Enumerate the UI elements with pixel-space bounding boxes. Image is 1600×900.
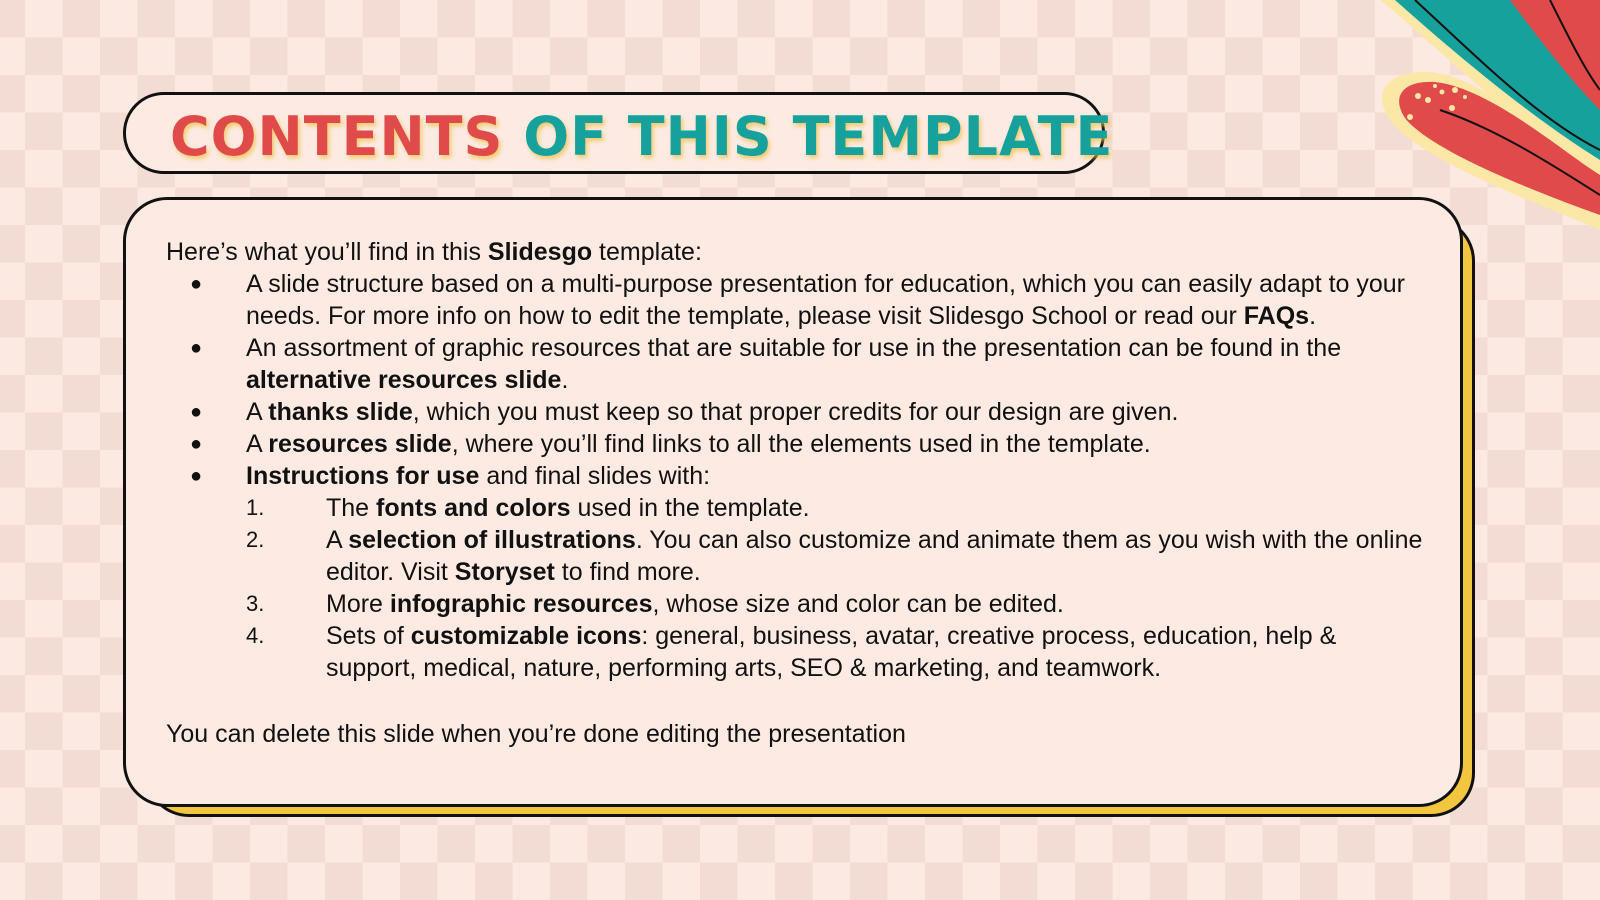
numbered-list: [246, 492, 1424, 684]
page-title: [170, 105, 1113, 168]
numbered-item: 1. The fonts and colors used in the template.: [246, 494, 810, 522]
list-item: ● A thanks slide, which you must keep so that proper credits for our design are given.: [166, 396, 1424, 428]
intro-text-end: template:: [592, 238, 702, 266]
intro-line: [166, 236, 1424, 268]
list-item: ● An assortment of graphic resources that are suitable for use in the presentation can be found in the alternative resources slide.: [166, 332, 1424, 396]
content-body: [166, 236, 1424, 750]
numbered-item: 2. A selection of illustrations. You can also customize and animate them as you wish with the online editor. Visit Storyset to find more.: [246, 526, 1423, 586]
title-part-red: CONTENTS: [170, 105, 504, 168]
numbered-item: 3. More infographic resources, whose size and color can be edited.: [246, 590, 1064, 618]
intro-bold: Slidesgo: [487, 238, 593, 266]
bullet-list: [166, 268, 1424, 684]
list-item: ● A slide structure based on a multi-purpose presentation for education, which you can easily adapt to your needs. For more info on how to edit the template, please visit Slidesgo School or read our FAQs.: [166, 268, 1424, 332]
list-item: ● Instructions for use and final slides with: 1. The fonts and colors used in the template. 2. A selection of illustrations. You can also customize and animate them as you wish with the online editor. Visit Storyset to find more. 3. More infographic resources, whose size and color can be edited. 4. Sets of customizable icons: general, business, avatar, creative process, education, help & support, medical, nature, performing arts, SEO & marketing, and teamwork.: [166, 460, 1424, 684]
title-banner: [123, 92, 1114, 174]
title-part-teal: OF THIS TEMPLATE: [523, 105, 1114, 168]
numbered-item: 4. Sets of customizable icons: general, business, avatar, creative process, education, help & support, medical, nature, performing arts, SEO & marketing, and teamwork.: [246, 622, 1337, 682]
intro-text: Here’s what you’ll find in this: [166, 238, 488, 266]
footer-note: You can delete this slide when you’re done editing the presentation: [166, 720, 906, 748]
list-item: ● A resources slide, where you’ll find links to all the elements used in the template.: [166, 428, 1424, 460]
content-card: [123, 197, 1463, 807]
